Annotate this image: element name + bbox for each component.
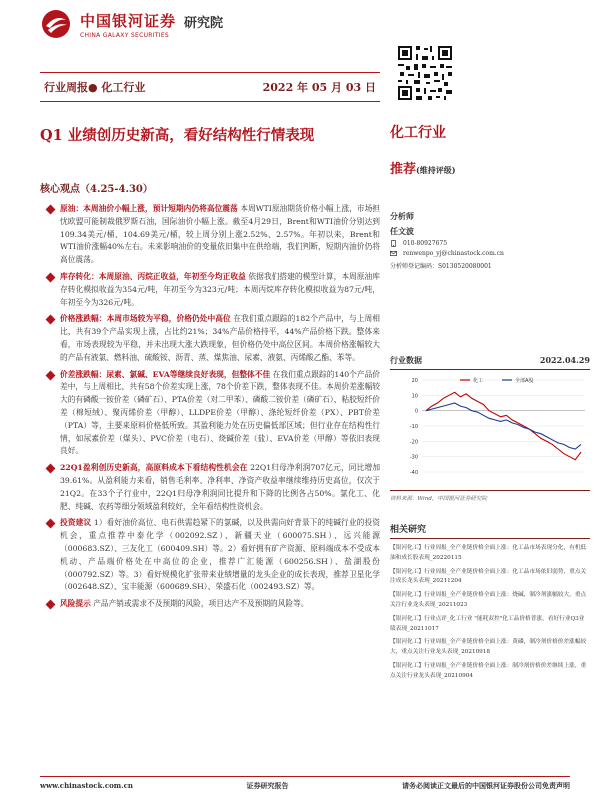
paragraph-body: 在我们重点跟踪的182个产品中，与上周相比，共有39个产品实现上涨，占比约21%；34%产品价格持平，44%产品价格下跌。整体来看，市场表现较为平稳，并未出现大涨大跌现象，但价格仍处中高位区间。本周价格涨幅较大的产品有液氯、燃料油、硫酸铵、沥青、蒸、煤焦油、尿素、液氨、丙烯酸乙酯、苯等。 bbox=[60, 314, 380, 362]
industry-data-header bbox=[390, 355, 590, 370]
report-type: 行业周报● 化工行业 bbox=[44, 81, 146, 94]
report-title: Q1 业绩创历史新高，看好结构性行情表现 bbox=[40, 127, 315, 144]
main-content bbox=[40, 203, 380, 615]
chart-y-tick-label: 20 bbox=[411, 378, 418, 384]
paragraph-body: 在我们重点跟踪的140个产品价差中，与上周相比，共有58个价差实现上涨，78个价差下跌，整体表现不佳。本周价差涨幅较大的有磷酸一铵价差（磷矿石）、PTA价差（对二甲苯）、磷酸二铵价差（磷矿石）、粘胶短纤价差（棉短绒）、聚丙烯价差（甲醇）、LLDPE价差（甲醇）、涤纶短纤价差（PX）、PBT价差（PTA）等，主要来原料价格低所致。其盈利能力处在历史偏低部区域；但行业存在结构性行情，如尿素价差（煤头）、PVC价差（电石）、烧碱价差（盐）、EVA价差（甲醇）等依旧表现良好。 bbox=[60, 369, 380, 456]
diamond-bullet-icon bbox=[46, 464, 56, 474]
related-item[interactable]: 【银河化工】行业周报_全产业链价格全面上涨：制冷剂价格价差继续上涨，重点关注行业龙头表现_20210904 bbox=[390, 662, 587, 679]
paragraph-investment-advice bbox=[40, 517, 380, 594]
related-item[interactable]: 【银河化工】行业周报_全产业链价格全面上涨：黄磷，制冷剂价格价差涨幅较大，重点关注行业龙头表现_20210918 bbox=[390, 639, 587, 656]
core-view-header: 核心观点（4.25-4.30） bbox=[40, 184, 153, 195]
qr-code-icon bbox=[396, 44, 454, 102]
diamond-bullet-icon bbox=[46, 600, 56, 610]
institute-label: 研究院 bbox=[184, 15, 224, 31]
analyst-block bbox=[390, 211, 570, 270]
email-icon bbox=[390, 250, 397, 257]
chart-y-tick-label: -30 bbox=[409, 454, 418, 461]
chart-legend-label: 全部A股 bbox=[515, 378, 534, 384]
report-topbar bbox=[40, 72, 380, 102]
chart-y-tick-label: -40 bbox=[409, 470, 418, 476]
industry-data-section bbox=[390, 355, 590, 502]
related-item[interactable]: 【银河化工】行业周报_全产业链价格全面上涨：化工品市场表现分化，有机低油和成长股表现_20220115 bbox=[390, 545, 587, 561]
analyst-phone: 010-80927675 bbox=[403, 240, 448, 247]
paragraph-body: 依据我们搭建的模型计算，本周原油库存转化模拟收益为354元/吨，年初至今为323元/吨；本周丙烷库存转化模拟收益为87元/吨，年初至今为326元/吨。 bbox=[60, 271, 380, 307]
chart-legend-label: 化工 bbox=[473, 378, 484, 384]
analyst-email[interactable]: renwenpo_yj@chinastock.com.cn bbox=[403, 250, 504, 257]
rating-note: (维持评级) bbox=[416, 165, 456, 175]
performance-chart bbox=[390, 372, 590, 482]
paragraph-body: 1）看好油价高位、电石供需趋紧下的氯碱，以及供需向好背景下的纯碱行业的投资机会，重点推荐中泰化学（002092.SZ）、新疆天业（600075.SH）、远兴能源（000683.SZ）、三友化工（600409.SH）等。2）看好拥有矿产资源、原料端成本不受成本机动、产品端价格处在中高位的企业，推荐广汇能源（600256.SH）、盐湖股份（000792.SZ）等。3）看好规模化扩张带来业绩增量的龙头企业的成长表现，推荐卫星化学（002648.SZ）、宝丰能源（600689.SH）、荣盛石化（002493.SZ）等。 bbox=[60, 518, 380, 592]
chart-y-tick-label: -10 bbox=[409, 424, 418, 430]
paragraph-heading: 风险提示 bbox=[60, 599, 91, 609]
footer-website[interactable]: www.chinastock.com.cn bbox=[40, 781, 133, 790]
footer-disclaimer: 请务必阅读正文最后的中国银河证券股份公司免责声明 bbox=[402, 781, 570, 790]
paragraph-spread-change bbox=[40, 369, 380, 459]
paragraph-heading: 原油：本周油价小幅上涨，预计短期内仍将高位震荡 bbox=[60, 204, 238, 213]
paragraph-heading: 库存转化：本周原油、丙烷正收益，年初至今均正收益 bbox=[60, 271, 246, 281]
logo-chinese-name: 中国银河证券 bbox=[80, 11, 177, 30]
rating-row bbox=[390, 158, 570, 177]
analyst-license: 分析师登记编码：S0130520080001 bbox=[390, 263, 492, 270]
diamond-bullet-icon bbox=[46, 519, 56, 529]
paragraph-price-change bbox=[40, 313, 380, 364]
galaxy-logo-icon bbox=[40, 8, 72, 40]
analyst-label: 分析师 bbox=[390, 211, 414, 221]
logo-text bbox=[80, 10, 176, 39]
logo-area bbox=[40, 6, 223, 42]
chart-y-tick-label: 0 bbox=[414, 408, 418, 415]
paragraph-risk bbox=[40, 598, 380, 611]
email-row bbox=[390, 250, 570, 257]
footer-center-label: 证券研究报告 bbox=[246, 781, 289, 790]
logo-english-name: CHINA GALAXY SECURITIES bbox=[80, 31, 170, 39]
related-item[interactable]: 【银河化工】行业点评_化工行业 "能耗双控"化工品价格普涨，看好行业Q3业绩表现_20211017 bbox=[390, 615, 585, 632]
paragraph-profit bbox=[40, 462, 380, 513]
report-date: 2022 年 05 月 03 日 bbox=[262, 81, 376, 94]
paragraph-heading: 价差涨跌幅：尿素、氯碱、EVA等继续良好表现，但整体不佳 bbox=[60, 369, 271, 379]
industry-data-date: 2022.04.29 bbox=[539, 355, 590, 365]
diamond-bullet-icon bbox=[46, 315, 56, 325]
phone-icon bbox=[390, 240, 397, 247]
chart-source: 资料来源：Wind，中国银河证券研究院 bbox=[390, 490, 590, 502]
page-footer bbox=[40, 776, 570, 791]
chart-y-tick-label: 10 bbox=[411, 393, 418, 400]
related-item[interactable]: 【银河化工】行业周报_全产业链价格全面上涨：烧碱，制冷剂涨幅较大，重点关注行业龙头表现_20211023 bbox=[390, 592, 587, 608]
diamond-bullet-icon bbox=[46, 273, 56, 283]
paragraph-body: 本周WTI原油期货价格小幅上涨，市场担忧欧盟可能制裁俄罗斯石油，国际油价小幅上涨。截至4月29日，Brent和WTI油价分别达到109.34美元/桶、104.69美元/桶，较上周分别上涨2.52%、2.57%。年初以来，Brent和WTI油价涨幅40%左右。未来影响油价的变量依旧集中在供给端，我们判断，短期内油价仍将高位震荡。 bbox=[60, 204, 380, 265]
diamond-bullet-icon bbox=[46, 370, 56, 380]
paragraph-body: 产品产销或需求不及预期的风险，项目达产不及预期的风险等。 bbox=[90, 599, 309, 609]
chart-y-tick-label: -20 bbox=[409, 439, 418, 446]
paragraph-heading: 价格涨跌幅：本周市场较为平稳，价格仍处中高位 bbox=[60, 314, 231, 324]
phone-row bbox=[390, 240, 570, 247]
rating-value: 推荐 bbox=[390, 162, 417, 177]
paragraph-heading: 投资建议 bbox=[60, 518, 92, 528]
diamond-bullet-icon bbox=[46, 205, 56, 215]
paragraph-body: 22Q1归母净利润707亿元，同比增加39.61%。从盈利能力来看，销售毛利率、净利率、净资产收益率继续维持历史高位，仅次于21Q2。在33个子行业中，22Q1归母净利润同比提升和下降的比例各占50%。氯化工、化肥、纯碱、农药等细分领域盈利较好，全年看结构性资机会。 bbox=[60, 463, 381, 511]
related-item[interactable]: 【银河化工】行业周报_全产业链价格全面上涨：化工品市场依旧弱势，重点关注成长龙头表现_20211204 bbox=[390, 568, 587, 585]
industry-label: 化工行业 bbox=[390, 125, 446, 141]
industry-data-title: 行业数据 bbox=[390, 355, 422, 365]
sidebar bbox=[390, 118, 570, 270]
paragraph-inventory bbox=[40, 271, 380, 309]
paragraph-heading: 22Q1盈利创历史新高，高原料成本下看结构性机会在 bbox=[60, 463, 248, 473]
related-research bbox=[390, 522, 590, 686]
analyst-name: 任文波 bbox=[390, 226, 414, 236]
paragraph-crude-oil bbox=[40, 203, 380, 267]
related-research-title: 相关研究 bbox=[390, 522, 590, 539]
